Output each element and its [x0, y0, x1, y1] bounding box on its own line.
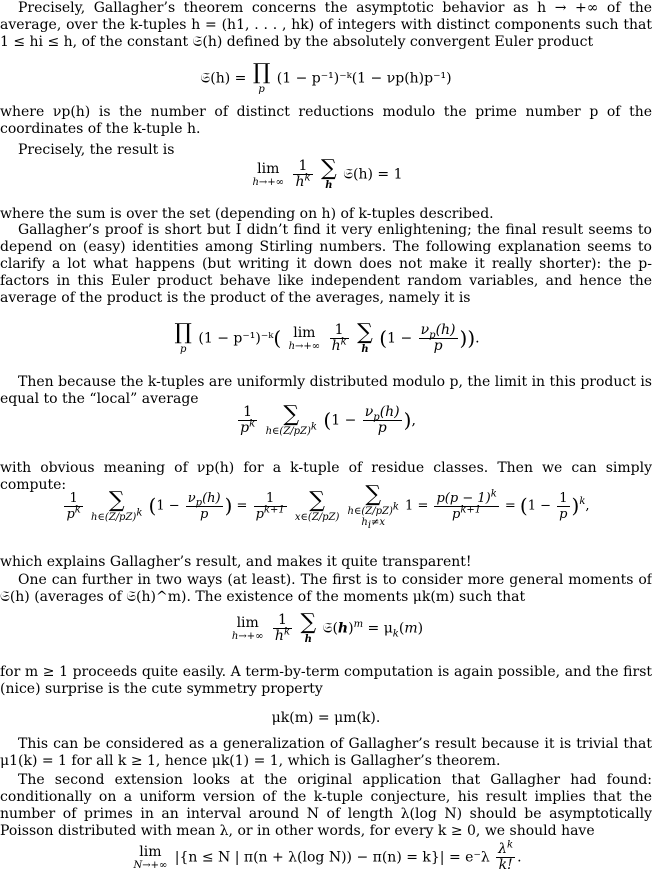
paragraph-5: Gallagher’s proof is short but I didn’t find it very enlightening; the final result seems to depend on (easy) identities among Stirling numbers. The following explanation seems to clarify a lot what happens (but writing it down does not make it really shorter): the p-factors in this Euler product behave like independent random variables, and hence the average of the product is the product of the averages, namely it is — [0, 222, 652, 306]
equation-gallagher-limit — [0, 158, 652, 191]
paragraph-8: which explains Gallagher’s result, and makes it quite transparent! — [0, 554, 472, 570]
eq4-nu-fraction: $\frac{\nu_p(h)}{p}$ — [364, 404, 400, 436]
eq5-frac-b: $\frac{1}{p^{k+1}}$ — [255, 490, 285, 522]
equation-product-of-averages: ∏ p (1 − p⁻¹)⁻ᵏ( lim h→+∞ $\frac{1}{h^k}$ ∑ h (1 − $\frac{\nu_p(h)}{p}$ )). — [174, 320, 480, 355]
paragraph-10: for m ≥ 1 proceeds quite easily. A term-by-term computation is again possible, and the first (nice) surprise is the cute symmetry property — [0, 664, 652, 697]
eq5-frac-a: $\frac{1}{p^k}$ — [66, 490, 81, 522]
paragraph-9: One can further in two ways (at least). The first is to consider more general moments of 𝔖(h) (averages of 𝔖(h)^m). The existence of the moments μk(m) such that — [0, 572, 652, 605]
eq5-frac-c: $\frac{p(p - 1)^k}{p^{k+1}}$ — [436, 488, 497, 522]
paragraph-11: This can be considered as a generalization of Gallagher’s result because it is trivial that μ1(k) = 1 for all k ≥ 1, hence μk(1) = 1, which is Gallagher’s theorem. — [0, 736, 652, 769]
eq6-sum-symbol: ∑ h — [300, 610, 317, 645]
paragraph-2: where νp(h) is the number of distinct reductions modulo the prime number p of the coordinates of the k-tuple h. — [0, 104, 652, 137]
eq4-sum-symbol: ∑ $h\in(Z/pZ)^k$ — [265, 402, 317, 437]
eq5-sum-a: ∑ $h\in(Z/pZ)^k$ — [91, 487, 143, 523]
eq3-product-symbol: ∏ p — [174, 320, 192, 355]
eq4-fraction: $\frac{1}{p^k}$ — [240, 404, 256, 436]
equation-moments: lim h→+∞ $\frac{1}{h^k}$ ∑ h $𝔖(h)^m = \mu_k(m)$ — [231, 610, 424, 645]
eq1-product-symbol: ∏ p — [252, 60, 271, 95]
eq2-sum-symbol: ∑ h — [321, 156, 337, 191]
paragraph-4: where the sum is over the set (depending on h) of k-tuples described. — [0, 206, 494, 222]
eq6-limit: lim h→+∞ — [231, 614, 264, 642]
eq7-fraction: $\frac{\lambda^k}{k!}$ — [498, 839, 514, 873]
paragraph-1: Precisely, Gallagher’s theorem concerns the asymptotic behavior as h → +∞ of the average, over the k-tuples h = (h1, . . . , hk) of integers with distinct components such that 1 ≤ hi ≤ h, of the constant 𝔖(h) defined by the absolutely convergent Euler product — [0, 0, 652, 50]
eq1-rhs: (1 − p⁻¹)⁻ᵏ(1 − νp(h)p⁻¹) — [276, 70, 452, 87]
eq1-lhs: 𝔖(h) = — [200, 70, 247, 87]
equation-local-average: $\frac{1}{p^k}$ ∑ $h\in(Z/pZ)^k$ (1 − $\frac{\nu_p(h)}{p}$ ), — [240, 402, 416, 437]
eq3-fraction: $\frac{1}{h^k}$ — [331, 322, 347, 354]
eq5-sum-c: ∑ $h\in(Z/pZ)^k$ $h_i\ne x$ — [347, 482, 399, 531]
eq2-rhs: 𝔖(h) = 1 — [343, 166, 403, 183]
eq3-limit: lim h→+∞ — [288, 324, 321, 352]
paragraph-6: Then because the k-tuples are uniformly distributed modulo p, the limit in this product is equal to the “local” average — [0, 374, 652, 407]
paragraph-7: with obvious meaning of νp(h) for a k-tuple of residue classes. Then we can simply compute: — [0, 460, 652, 493]
paragraph-12: The second extension looks at the original application that Gallagher had found: conditionally on a uniform version of the k-tuple conjecture, his result implies that the number of primes in an interval around N of length λ(log N) should be asymptotically Poisson distributed with mean λ, or in other words, for every k ≥ 0, we should have — [0, 772, 652, 839]
eq7-limit: lim N→+∞ — [133, 843, 168, 871]
eq3-factor: (1 − p⁻¹)⁻ᵏ — [198, 330, 274, 347]
eq5-nu-frac: $\frac{\nu_p(h)}{p}$ — [187, 490, 221, 522]
eq3-nu-fraction: $\frac{\nu_p(h)}{p}$ — [420, 322, 456, 354]
paragraph-3: Precisely, the result is — [18, 142, 175, 158]
eq3-sum-symbol: ∑ h — [357, 320, 373, 355]
equation-computation: $\frac{1}{p^k}$ ∑ $h\in(Z/pZ)^k$ (1 − $\frac{\nu_p(h)}{p}$ ) = $\frac{1}{p^{k+1}}$ ∑ x∈(Z/pZ) ∑ $h\in(Z/pZ)^k$ $h_i\ne x$ 1 = $\frac{p(p - 1)^k}{p^{k+1}}$ = (1 − $\frac{1}{p}$ )$^k$, — [66, 482, 590, 531]
eq5-frac-d: $\frac{1}{p}$ — [559, 490, 568, 522]
eq6-fraction: $\frac{1}{h^k}$ — [274, 612, 290, 644]
eq7-lhs: |{n ≤ N | π(n + λ(log N)) − π(n) = k}| = e⁻λ — [174, 849, 490, 866]
eq5-sum-b: ∑ x∈(Z/pZ) — [294, 487, 340, 523]
equation-poisson: lim N→+∞ |{n ≤ N | π(n + λ(log N)) − π(n) = k}| = e⁻λ $\frac{\lambda^k}{k!}$ . — [133, 839, 522, 873]
equation-euler-product — [0, 62, 652, 95]
eq2-limit: lim h→+∞ — [252, 160, 285, 188]
eq2-fraction: $\frac{1}{h^k}$ — [295, 158, 311, 190]
equation-symmetry: μk(m) = μm(k). — [271, 710, 381, 726]
